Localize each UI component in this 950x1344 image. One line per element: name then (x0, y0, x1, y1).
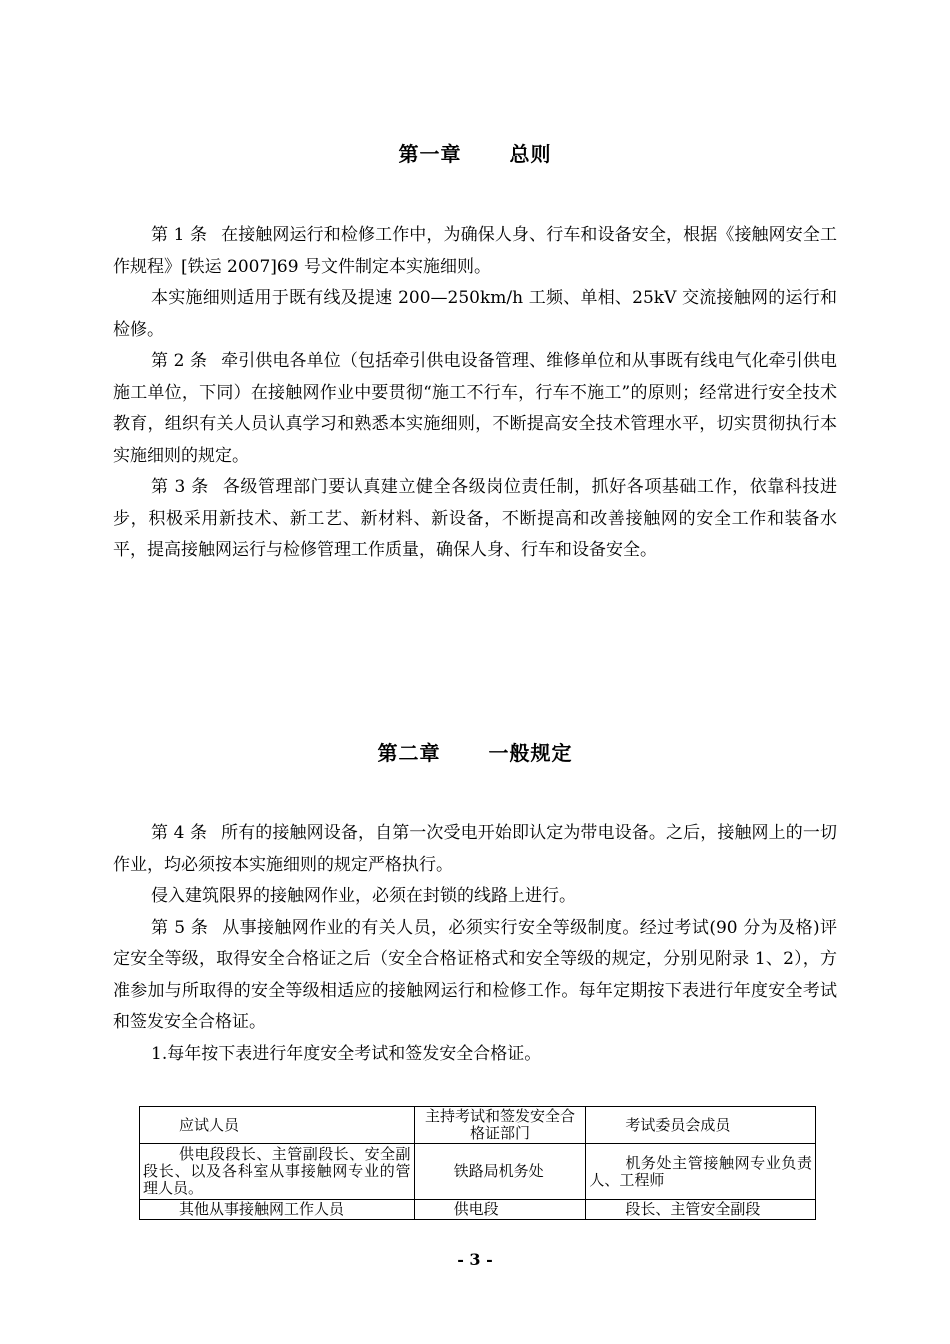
table-row (140, 1144, 816, 1200)
article-text: 所有的接触网设备，自第一次受电开始即认定为带电设备。之后，接触网上的一切作业，均必须按本实施细则的规定严格执行。 (113, 823, 838, 875)
article-text: 在接触网运行和检修工作中，为确保人身、行车和设备安全，根据《接触网安全工作规程》[铁运 2007]69 号文件制定本实施细则。 (113, 225, 838, 277)
chapter-1-heading (0, 138, 950, 167)
article-label: 第 3 条 (151, 477, 209, 497)
table-header-cell: 主持考试和签发安全合格证部门 (414, 1107, 586, 1144)
clearance-paragraph (113, 881, 837, 913)
page-number: - 3 - (457, 1250, 493, 1269)
exam-table (139, 1106, 816, 1220)
chapter-1-body (113, 220, 837, 567)
chapter-2-number: 第二章 (377, 741, 441, 765)
article-1-paragraph (113, 220, 837, 283)
article-label: 第 5 条 (151, 917, 209, 938)
table-header-cell: 应试人员 (140, 1107, 415, 1144)
paragraph-text: 本实施细则适用于既有线及提速 200—250km/h 工频、单相、25kV 交流接触网的运行和检修。 (113, 288, 837, 340)
table-row (140, 1200, 816, 1220)
article-label: 第 4 条 (151, 823, 208, 843)
table-header-row (140, 1107, 816, 1144)
paragraph-text: 1.每年按下表进行年度安全考试和签发安全合格证。 (151, 1043, 542, 1064)
article-2-paragraph (113, 346, 837, 472)
list-item-1-paragraph (113, 1039, 837, 1071)
chapter-1-title: 总则 (509, 142, 552, 166)
article-text: 从事接触网作业的有关人员，必须实行安全等级制度。经过考试(90 分为及格)评定安全等级，取得安全合格证之后（安全合格证格式和安全等级的规定，分别见附录 1、2），方准参加与所取得的安全等级相适应的接触网运行和检修工作。每年定期按下表进行年度安全考试和签发安全合格证。 (113, 917, 837, 1032)
article-4-paragraph (113, 818, 837, 881)
table-cell: 供电段段长、主管副段长、安全副段长、以及各科室从事接触网专业的管理人员。 (140, 1144, 415, 1200)
article-3-paragraph (113, 472, 837, 567)
chapter-2-heading (0, 737, 950, 766)
table-cell: 段长、主管安全副段 (586, 1200, 816, 1220)
article-label: 第 1 条 (151, 225, 208, 245)
chapter-1-number: 第一章 (398, 142, 462, 166)
table-cell: 其他从事接触网工作人员 (140, 1200, 415, 1220)
paragraph-text: 侵入建筑限界的接触网作业，必须在封锁的线路上进行。 (151, 886, 576, 906)
chapter-2-title: 一般规定 (488, 741, 573, 765)
table-cell: 机务处主管接触网专业负责人、工程师 (586, 1144, 816, 1200)
table-header-cell: 考试委员会成员 (586, 1107, 816, 1144)
table-cell: 铁路局机务处 (414, 1144, 586, 1200)
article-text: 各级管理部门要认真建立健全各级岗位责任制，抓好各项基础工作，依靠科技进步，积极采用新技术、新工艺、新材料、新设备，不断提高和改善接触网的安全工作和装备水平，提高接触网运行与检修管理工作质量，确保人身、行车和设备安全。 (113, 477, 837, 560)
table-cell: 供电段 (414, 1200, 586, 1220)
article-1-scope-paragraph (113, 283, 837, 346)
article-5-paragraph (113, 913, 837, 1039)
chapter-2-body (113, 818, 837, 1070)
article-label: 第 2 条 (151, 351, 208, 371)
article-text: 牵引供电各单位（包括牵引供电设备管理、维修单位和从事既有线电气化牵引供电施工单位，下同）在接触网作业中要贯彻“施工不行车，行车不施工”的原则；经常进行安全技术教育，组织有关人员认真学习和熟悉本实施细则，不断提高安全技术管理水平，切实贯彻执行本实施细则的规定。 (113, 351, 838, 466)
